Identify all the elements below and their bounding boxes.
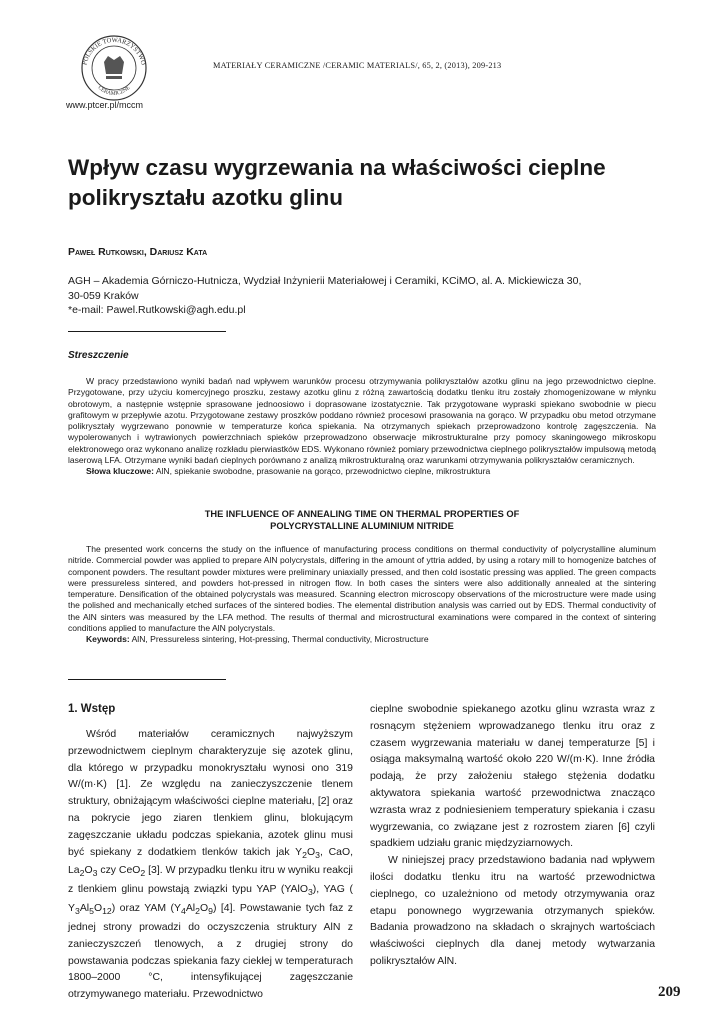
divider xyxy=(68,331,226,332)
abstract-pl xyxy=(68,376,656,478)
abstract-text: The presented work concerns the study on the influence of manufacturing process conditions on thermal conductivity of polycrystalline aluminum nitride. Commercial powder was applied to prepare AlN polycrystals, differing in the amount of yttria added, by using a rotary mill to homogenize batches of component powders. The resultant powder mixtures were preliminary uniaxially pressed, and then cold isostatic pressing was applied. The green compacts were pressureless sintered, and powders hot-pressed in nitrogen flow. In both cases the sinters were also additionally annealed at the sintering temperature. Densification of the obtained polycrystals was measured. Scanning electron microscopy observations of the microstructure were made using the polished and mechanically etched surfaces of the sintered bodies. The elemental distribution analysis was carried out by EDS. Thermal conductivity of the AlN sinters was measured by the LFA method. The results of thermal and microstructural examinations were compared in the context of sintering conditions applied to manufacture the AlN polycrystals. xyxy=(68,544,656,634)
society-logo xyxy=(70,32,158,102)
english-title-line: POLYCRYSTALLINE ALUMINIUM NITRIDE xyxy=(270,521,454,531)
article-title: Wpływ czasu wygrzewania na właściwości cieplne polikryształu azotku glinu xyxy=(68,155,606,210)
affiliation-line: AGH – Akademia Górniczo-Hutnicza, Wydział Inżynierii Materiałowej i Ceramiki, KCiMO, al. A. Mickiewicza 30, xyxy=(68,275,582,287)
section-heading: 1. Wstęp xyxy=(68,703,116,715)
body-paragraph: Wśród materiałów ceramicznych najwyższym przewodnictwem cieplnym charakteryzuje się azotek glinu, dla którego w przypadku monokryształu wynosi ono 319 W/(m·K) [1]. Ze względu na zanieczyszczenie tlenem struktury, obniżającym właściwości cieplne materiału, [2] oraz na pokrycie jego ziaren tlenkiem glinu, blokującym zagęszczanie układu podczas spiekania, azotek glinu musi być spiekany z dodatkiem tlenków takich jak $Y_2O_3$, CaO, $La_2O_3$ czy CeO$_2$ [3]. W przypadku tlenku itru w wyniku reakcji z tlenkiem glinu powstają związki typu YAP (YAlO$_3$), YAG ( $Y_3Al_5O_{12}$) oraz YAM $(Y_4Al_2O_9)$ [4]. Powstawanie tych faz z jednej strony prowadzi do oczyszczenia struktury AlN z zanieczyszczeń tlenowych, a z drugiej strony do powstawania podczas spiekania fazy ciekłej w temperaturach 1800–2000 °C, intensyfikującej zagęszczanie otrzymywanego materiału. Przewodnictwo xyxy=(68,729,354,1001)
keywords-en xyxy=(68,634,656,645)
english-title xyxy=(68,508,656,532)
abstract-text: W pracy przedstawiono wyniki badań nad wpływem warunków procesu otrzymywania polikryształów azotku glinu na jego przewodnictwo cieplne. Przygotowane, przy użyciu komercyjnego proszku, zestawy azotku glinu z różną zawartością dodatku tlenku itru zostały zhomogenizowane w młynku obrotowym, a następnie wstępnie sprasowane jednoosiowo i doprasowane izostatycznie. Tak przygotowane wypraski spiekano swobodnie w piecu grafitowym w przepływie azotu. Przygotowane zestawy proszków poddano również procesowi prasowania na gorąco. W przypadku obu metod otrzymane polikryształy wygrzewano ponownie w temperaturze końca spiekania. Na otrzymanych spiekach przeprowadzono kontrolę zagęszczenia. Na wypolerowanych i wytrawionych powierzchniach spieków przeprowadzono obserwacje mikrostrukturalne przy pomocy skaningowego mikroskopu elektronowego oraz wykonano analizę rozkładu pierwiastków EDS. Wykonano również pomiary przewodnictwa cieplnego polikryształów impulsową metodą laserową LFA. Otrzymane wyniki badań cieplnych porównano z analizą mikrostrukturalną oraz warunkami otrzymywania polikryształów ceramicznych. xyxy=(68,376,656,466)
email-link[interactable]: *e-mail: Pawel.Rutkowski@agh.edu.pl xyxy=(68,304,246,316)
page-number: 209 xyxy=(658,984,681,1000)
affiliation-line: 30-059 Kraków xyxy=(68,289,139,302)
logo-bottom-text: CERAMICZNE xyxy=(96,84,132,97)
abstract-heading: Streszczenie xyxy=(68,350,129,361)
authors: Paweł Rutkowski, Dariusz Kata xyxy=(68,246,208,258)
journal-header: MATERIAŁY CERAMICZNE /CERAMIC MATERIALS/, 65, 2, (2013), 209-213 xyxy=(213,61,502,70)
keywords-label: Keywords: xyxy=(86,634,130,645)
body-paragraph: W niniejszej pracy przedstawiono badania nad wpływem ilości dodatku tlenku itru na wartość przewodnictwa cieplnego, co uzależniono od metody otrzymywania oraz etapu ponownego wygrzewania otrzymanych spieków. Badania prowadzono na składach o skrajnych wartościach właściwości cieplnych dla danej metody wytwarzania polikryształów AlN. xyxy=(370,855,655,967)
logo-top-text: POLSKIE TOWARZYSTWO xyxy=(81,36,147,66)
body-column-left xyxy=(68,727,353,1004)
logo-emblem-icon xyxy=(104,56,124,74)
affiliation xyxy=(68,274,668,318)
body-paragraph: cieplne swobodnie spiekanego azotku glinu wzrasta wraz z rosnącym stężeniem wprowadzanego tlenku itru oraz z czasem wygrzewania materiału w danej temperaturze [5] i osiąga maksymalną wartość około 220 W/(m·K). Inne źródła podają, że przy założeniu stałego stężenia dodatku aktywatora spiekania wartość przewodnictwa znacząco wzrasta wraz z podniesieniem temperatury spiekania i czasu wygrzewania, co związane jest z rozrostem ziaren [6] czyli spadkiem udziału granic międzyziarnowych. xyxy=(370,704,655,850)
keywords-list: AlN, Pressureless sintering, Hot-pressing, Thermal conductivity, Microstructure xyxy=(129,634,429,645)
keywords-label: Słowa kluczowe: xyxy=(86,466,154,477)
abstract-en xyxy=(68,544,656,646)
site-url-link[interactable]: www.ptcer.pl/mccm xyxy=(66,100,144,110)
keywords-list: AlN, spiekanie swobodne, prasowanie na gorąco, przewodnictwo cieplne, mikrostruktura xyxy=(153,466,491,477)
body-column-right xyxy=(370,702,655,971)
divider xyxy=(68,679,226,680)
keywords-pl xyxy=(68,466,656,477)
english-title-line: THE INFLUENCE OF ANNEALING TIME ON THERMAL PROPERTIES OF xyxy=(204,509,520,519)
